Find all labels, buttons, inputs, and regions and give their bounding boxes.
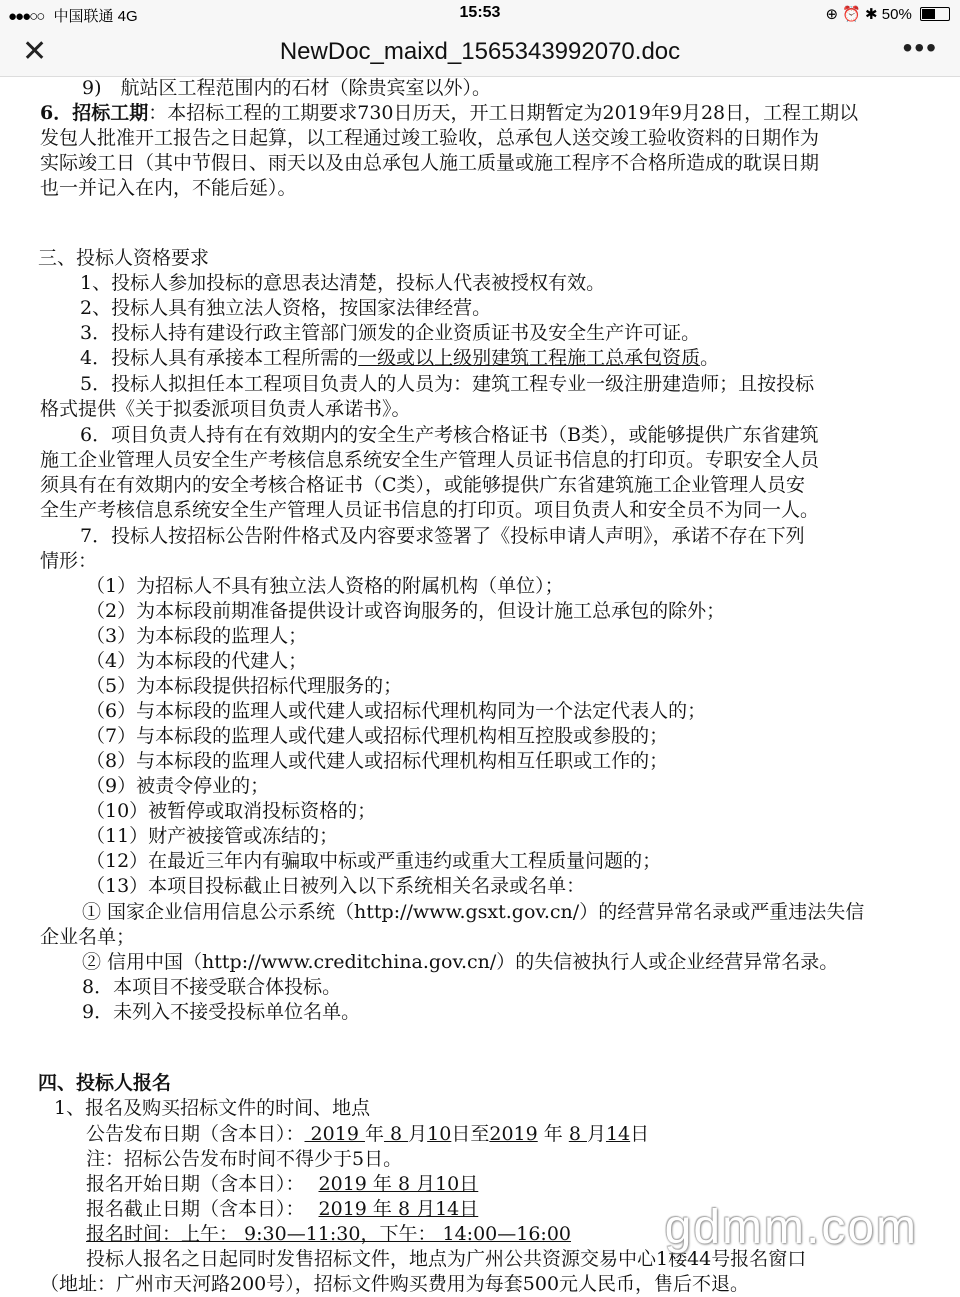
doc-line: 7．投标人按招标公告附件格式及内容要求签署了《投标申请人声明》，承诺不存在下列 (80, 525, 805, 547)
section-heading: 三、投标人资格要求 (38, 247, 210, 269)
doc-text: 。 (700, 347, 720, 369)
doc-line: 9) 航站区工程范围内的石材（除贵宾室以外）。 (82, 77, 492, 99)
status-right (825, 5, 950, 23)
doc-line: 须具有在有效期内的安全考核合格证书（C类），或能够提供广东省建筑施工企业管理人员安 (40, 474, 806, 496)
doc-line (86, 1172, 478, 1197)
list-item: （2）为本标段前期准备提供设计或咨询服务的，但设计施工总承包的除外； (86, 600, 726, 622)
doc-line: 1、投标人参加投标的意思表达清楚，投标人代表被授权有效。 (80, 272, 606, 294)
underlined-text: 2019 年 8 月10日 (318, 1173, 479, 1195)
underlined-text: 报名时间：上午： 9:30—11:30，下午： 14:00—16:00 (86, 1223, 572, 1245)
section-heading: 四、投标人报名 (38, 1072, 172, 1094)
doc-line: 格式提供《关于拟委派项目负责人承诺书》。 (40, 398, 411, 420)
carrier-label: 中国联通 (53, 8, 114, 25)
list-item: （1）为招标人不具有独立法人资格的附属机构（单位）； (86, 575, 564, 597)
doc-line: 也一并记入在内，不能后延）。 (40, 177, 297, 199)
doc-text: 报名截止日期（含本日）： (86, 1198, 305, 1220)
list-item: （3）为本标段的监理人； (86, 625, 308, 647)
doc-line: 实际竣工日（其中节假日、雨天以及由总承包人施工质量或施工程序不合格所造成的耽误日期 (40, 152, 820, 174)
doc-text: 日至 (451, 1123, 490, 1145)
doc-text: 年 (364, 1123, 384, 1145)
site-watermark: gdmm.com (664, 1201, 918, 1254)
doc-line: 全生产考核信息系统安全生产管理人员证书信息的打印页。项目负责人和安全员不为同一人。 (40, 499, 820, 521)
underlined-text: 2019 年 8 月14日 (318, 1198, 479, 1220)
doc-line: 6．项目负责人持有在有效期内的安全生产考核合格证书（B类），或能够提供广东省建筑 (80, 424, 819, 446)
list-item: （13）本项目投标截止日被列入以下系统相关名录或名单： (86, 875, 586, 897)
more-options-icon[interactable]: ••• (902, 32, 938, 63)
doc-text: 月 (586, 1123, 606, 1145)
doc-line: 9．未列入不接受投标单位名单。 (82, 1001, 361, 1023)
list-item: （8）与本标段的监理人或代建人或招标代理机构相互任职或工作的； (86, 750, 669, 772)
list-item: （9）被责令停业的； (86, 775, 270, 797)
list-item: （6）与本标段的监理人或代建人或招标代理机构同为一个法定代表人的； (86, 700, 707, 722)
doc-line: 注：招标公告发布时间不得少于5日。 (86, 1148, 403, 1170)
doc-line: ② 信用中国（http://www.creditchina.gov.cn/）的失信被执行人或企业经营异常名录。 (82, 951, 839, 973)
doc-text: 月 (408, 1123, 428, 1145)
underlined-text: 8 (383, 1123, 409, 1145)
doc-line: 企业名单； (40, 926, 136, 948)
clock: 15:53 (459, 4, 501, 21)
doc-text: 公告发布日期（含本日）： (86, 1123, 305, 1145)
list-item: （10）被暂停或取消投标资格的； (86, 800, 377, 822)
doc-line (86, 1122, 649, 1147)
doc-line: ① 国家企业信用信息公示系统（http://www.gsxt.gov.cn/）的经营异常名录或严重违法失信 (82, 901, 865, 923)
status-icons: ⊕ ⏰ ✱ (825, 6, 878, 23)
list-item: （12）在最近三年内有骗取中标或严重违约或重大工程质量问题的； (86, 850, 662, 872)
doc-line: 3．投标人持有建设行政主管部门颁发的企业资质证书及安全生产许可证。 (80, 322, 701, 344)
list-item: （11）财产被接管或冻结的； (86, 825, 339, 847)
doc-line (80, 346, 719, 371)
list-item: （4）为本标段的代建人； (86, 650, 308, 672)
doc-line: 5．投标人拟担任本工程项目负责人的人员为：建筑工程专业一级注册建造师；且按投标 (80, 373, 815, 395)
underlined-text: 2019 (304, 1123, 365, 1145)
status-bar (0, 0, 960, 28)
doc-line (40, 101, 858, 126)
doc-line: 投标人报名之日起同时发售招标文件，地点为广州公共资源交易中心1楼44号报名窗口 (86, 1248, 807, 1270)
underlined-text: 14 (605, 1123, 631, 1145)
doc-text: ：本招标工程的工期要求730日历天，开工日期暂定为2019年9月28日，工程工期以 (148, 102, 859, 124)
doc-text: 4．投标人具有承接本工程所需的 (80, 347, 359, 369)
close-icon[interactable]: ✕ (22, 35, 48, 68)
document-title: NewDoc_maixd_1565343992070.doc (279, 38, 681, 65)
doc-line: 施工企业管理人员安全生产考核信息系统安全生产管理人员证书信息的打印页。专职安全人员 (40, 449, 820, 471)
doc-line: 情形： (40, 550, 98, 572)
battery-percent: 50% (881, 6, 912, 23)
signal-icon: ●●●○○ (8, 8, 44, 25)
list-item: （7）与本标段的监理人或代建人或招标代理机构相互控股或参股的； (86, 725, 669, 747)
list-item: （5）为本标段提供招标代理服务的； (86, 675, 403, 697)
section-heading: 6．招标工期 (40, 102, 149, 124)
doc-line: 8．本项目不接受联合体投标。 (82, 976, 342, 998)
doc-line (86, 1197, 478, 1222)
network-label: 4G (117, 8, 138, 25)
doc-text: 日 (630, 1123, 650, 1145)
doc-text: 报名开始日期（含本日）： (86, 1173, 305, 1195)
doc-line: 发包人批准开工报告之日起算，以工程通过竣工验收，总承包人送交竣工验收资料的日期作为 (40, 127, 820, 149)
doc-text: 年 (537, 1123, 569, 1145)
underlined-text: 2019 (489, 1123, 538, 1145)
doc-line: 1、报名及购买招标文件的时间、地点 (54, 1097, 371, 1119)
navigation-bar (0, 28, 960, 77)
doc-line: （地址：广州市天河路200号），招标文件购买费用为每套500元人民币，售后不退。 (40, 1273, 750, 1295)
doc-line: 2、投标人具有独立法人资格，按国家法律经营。 (80, 297, 492, 319)
underlined-text: 一级或以上级别建筑工程施工总承包资质 (358, 347, 701, 369)
underlined-text: 8 (568, 1123, 587, 1145)
underlined-text: 10 (427, 1123, 452, 1145)
battery-icon (920, 7, 950, 21)
